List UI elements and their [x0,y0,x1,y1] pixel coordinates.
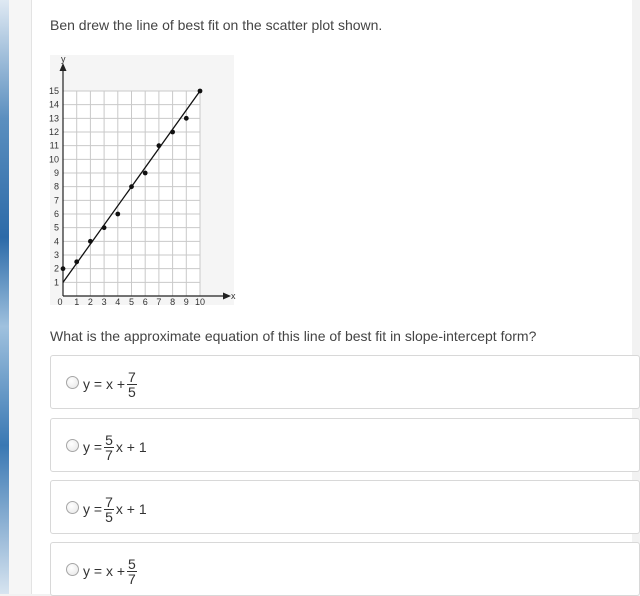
data-point [102,225,107,230]
scatter-plot-svg [50,55,234,305]
prompt-text: Ben drew the line of best fit on the scatter plot shown. [50,17,383,33]
x-tick-label: 3 [101,297,107,307]
x-tick-label: 9 [183,297,189,307]
y-axis-label: y [61,54,66,64]
y-tick-label: 14 [48,99,59,110]
equation-prefix: y = x + [83,376,126,392]
radio-button[interactable] [66,563,79,576]
data-point [198,89,203,94]
y-tick-label: 5 [53,222,59,233]
y-tick-label: 8 [53,181,59,192]
y-tick-label: 10 [48,154,59,165]
x-tick-label: 1 [74,297,80,307]
data-point [184,116,189,121]
equation-suffix: x + 1 [115,439,147,455]
x-tick-label: 10 [194,297,206,307]
fraction-denominator: 7 [105,446,113,463]
x-axis-label: x [231,291,236,301]
fraction [127,557,137,586]
choice-equation [83,555,139,587]
y-tick-label: 2 [53,263,59,274]
y-tick-label: 3 [53,250,59,260]
equation-prefix: y = [83,501,103,517]
equation-prefix: y = x + [83,563,126,579]
data-point [129,184,134,189]
data-point [115,212,120,217]
x-tick-label: 4 [115,297,121,307]
y-axis-arrow [60,63,67,71]
choice-equation [83,368,139,400]
y-tick-label: 12 [48,127,59,137]
fraction-numerator: 5 [128,555,136,572]
left-sidebar-edge [0,0,9,594]
equation-prefix: y = [83,439,103,455]
x-tick-label: 7 [156,297,162,307]
answer-choice-2[interactable] [50,418,640,472]
fraction-numerator: 5 [105,431,113,448]
y-tick-label: 9 [53,168,59,178]
answer-choice-4[interactable] [50,542,640,596]
y-tick-label: 6 [53,209,59,219]
y-tick-label: 7 [53,195,59,206]
y-tick-label: 15 [48,86,59,96]
answer-choice-3[interactable] [50,480,640,534]
y-tick-label: 13 [48,113,59,124]
equation-suffix: x + 1 [115,501,147,517]
x-tick-label: 0 [57,297,63,307]
x-axis-arrow [223,293,231,300]
x-tick-label: 5 [128,297,135,307]
x-tick-label: 8 [170,297,176,307]
choice-equation [83,493,147,525]
data-point [88,239,93,244]
y-tick-label: 4 [53,236,59,247]
answer-choice-1[interactable] [50,355,640,409]
radio-button[interactable] [66,439,79,452]
fraction-denominator: 5 [105,508,113,525]
x-tick-label: 6 [142,297,148,307]
x-tick-label: 2 [87,297,93,307]
fraction-numerator: 7 [105,493,113,510]
y-tick-label: 11 [49,140,59,151]
data-point [74,259,79,264]
fraction-denominator: 7 [128,570,136,587]
radio-button[interactable] [66,501,79,514]
radio-button[interactable] [66,376,79,389]
gutter [9,0,31,594]
question-text: What is the approximate equation of this line of best fit in slope-intercept form? [50,328,537,344]
data-point [61,266,66,271]
fraction [127,370,137,399]
fraction [104,495,114,524]
choice-equation [83,431,147,463]
data-point [143,171,148,176]
fraction-numerator: 7 [128,368,136,385]
data-point [170,130,175,135]
y-tick-label: 1 [53,277,59,288]
scatter-plot [50,55,234,305]
fraction [104,433,114,462]
data-point [157,143,162,148]
fraction-denominator: 5 [128,383,136,400]
